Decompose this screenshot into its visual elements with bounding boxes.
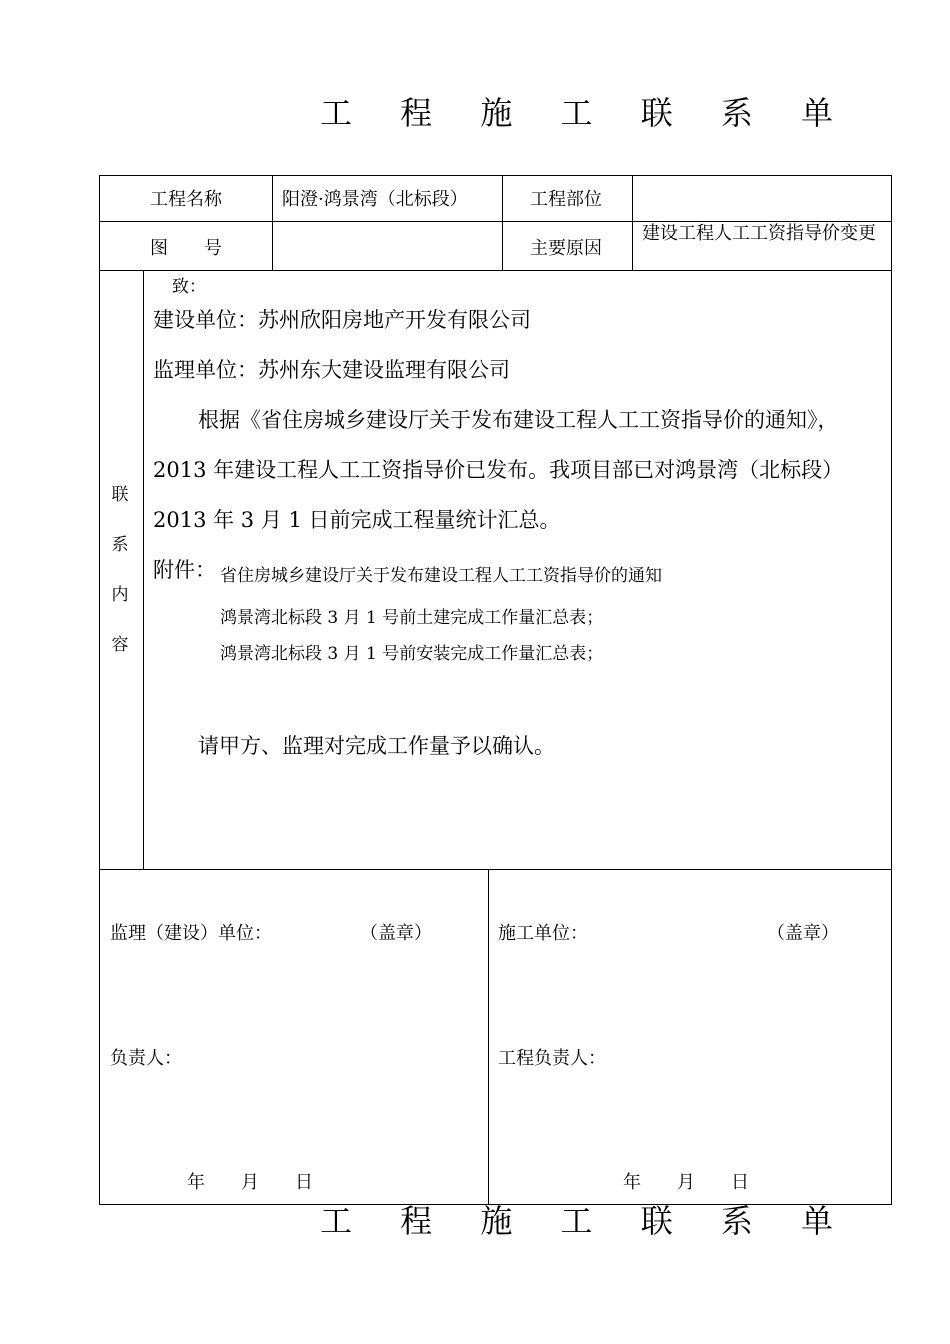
side-label-char: 系 xyxy=(111,535,129,555)
attachment-item: 鸿景湾北标段 3 月 1 号前土建完成工作量汇总表； xyxy=(220,608,604,628)
supervision-date: 年 月 日 xyxy=(187,1172,313,1193)
confirmation-request: 请甲方、监理对完成工作量予以确认。 xyxy=(198,734,555,758)
side-label-char: 联 xyxy=(111,485,129,505)
attachment-item: 鸿景湾北标段 3 月 1 号前安装完成工作量汇总表； xyxy=(220,644,604,664)
row-divider-3 xyxy=(99,869,892,870)
contractor-unit-label: 施工单位： xyxy=(498,923,588,944)
col-divider-3 xyxy=(632,175,633,271)
contractor-person-label: 工程负责人： xyxy=(498,1048,606,1069)
project-part-label: 工程部位 xyxy=(530,189,602,210)
recipient-supervision-unit: 监理单位：苏州东大建设监理有限公司 xyxy=(153,358,510,382)
drawing-no-label: 图 号 xyxy=(150,238,222,259)
row-divider-1 xyxy=(99,221,892,222)
contractor-seal: （盖章） xyxy=(767,923,839,944)
body-line: 根据《省住房城乡建设厅关于发布建设工程人工工资指导价的通知》， xyxy=(198,408,839,432)
attachments-label: 附件： xyxy=(153,558,216,582)
to-label: 致： xyxy=(172,277,206,297)
supervision-seal: （盖章） xyxy=(360,923,432,944)
side-label-char: 容 xyxy=(111,635,129,655)
table-border-left xyxy=(99,175,100,1205)
row-divider-2 xyxy=(99,270,892,271)
document-title: 工 程 施 工 联 系 单 xyxy=(320,94,853,132)
contractor-date: 年 月 日 xyxy=(623,1172,749,1193)
main-reason-label: 主要原因 xyxy=(530,238,602,259)
attachment-item: 省住房城乡建设厅关于发布建设工程人工工资指导价的通知 xyxy=(220,566,662,586)
footer-title: 工 程 施 工 联 系 单 xyxy=(320,1202,853,1240)
body-line: 2013 年 3 月 1 日前完成工程量统计汇总。 xyxy=(153,508,561,532)
content-side-label xyxy=(110,470,130,670)
signature-divider xyxy=(488,869,489,1205)
col-divider-2 xyxy=(502,175,503,271)
col-divider-1 xyxy=(272,175,273,271)
project-name-value: 阳澄·鸿景湾（北标段） xyxy=(282,189,468,210)
content-side-divider xyxy=(143,270,144,870)
supervision-person-label: 负责人： xyxy=(110,1048,182,1069)
side-label-char: 内 xyxy=(111,585,129,605)
recipient-construction-unit: 建设单位：苏州欣阳房地产开发有限公司 xyxy=(153,308,531,332)
supervision-unit-label: 监理（建设）单位： xyxy=(110,923,272,944)
table-border-top xyxy=(99,175,892,176)
table-border-right xyxy=(891,175,892,1205)
project-name-label: 工程名称 xyxy=(150,189,222,210)
body-line: 2013 年建设工程人工工资指导价已发布。我项目部已对鸿景湾（北标段） xyxy=(153,458,844,482)
main-reason-value: 建设工程人工工资指导价变更 xyxy=(642,223,876,244)
